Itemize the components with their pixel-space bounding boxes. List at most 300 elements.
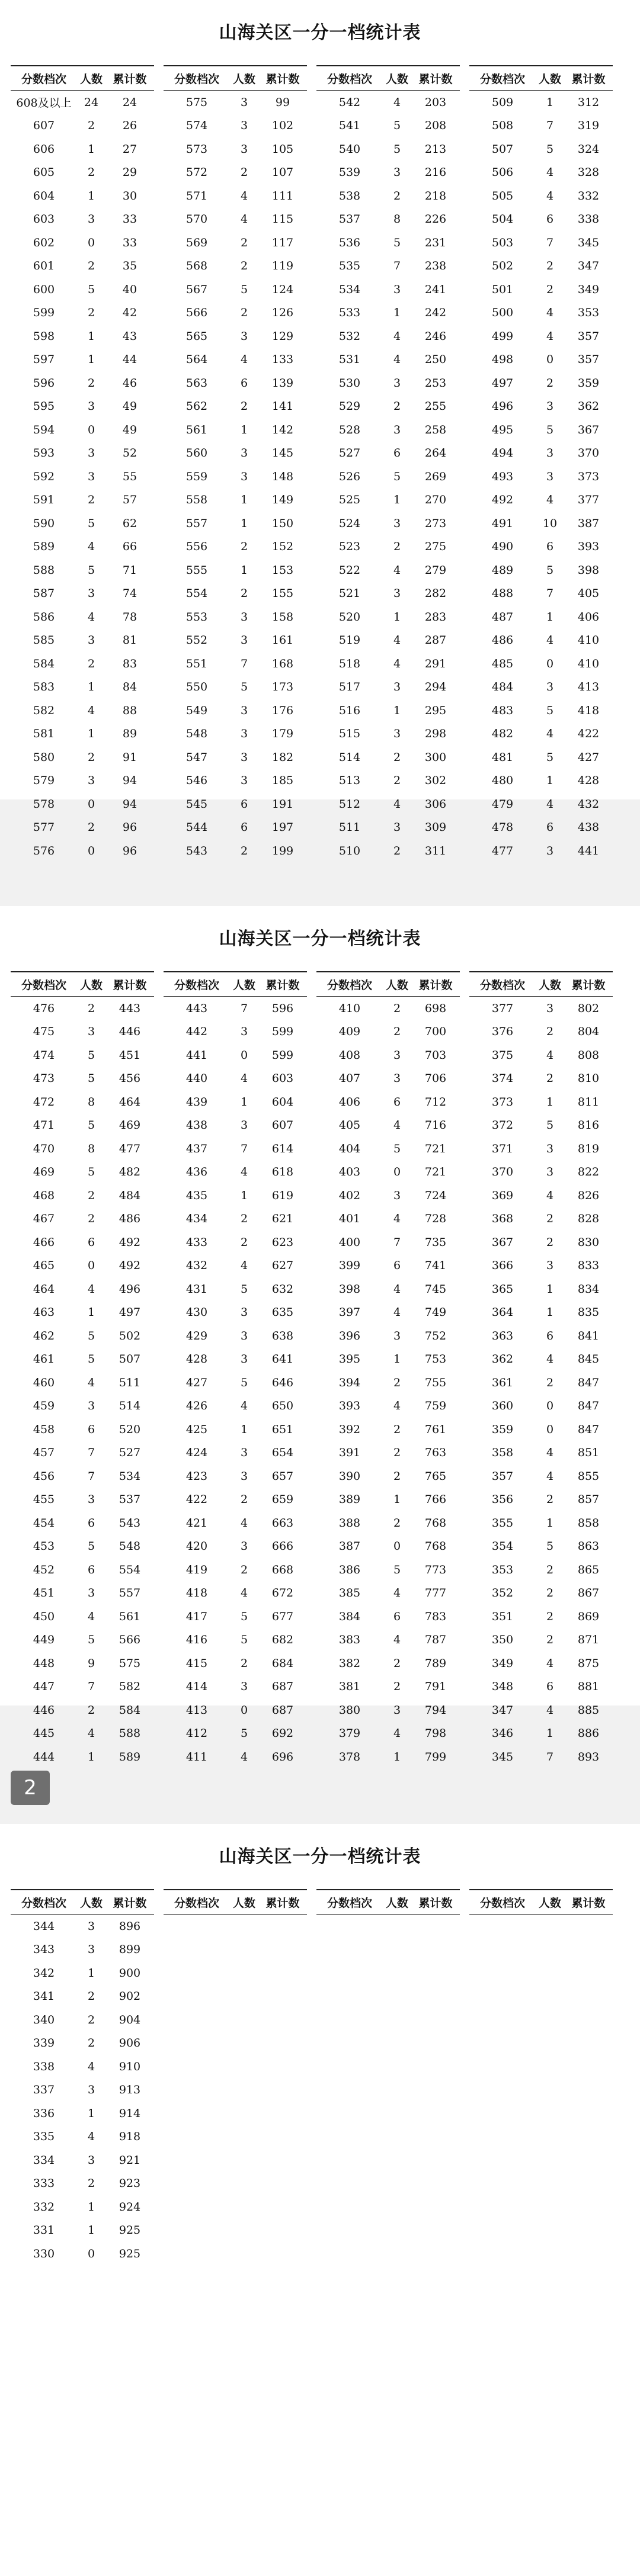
- page-number-badge[interactable]: 2: [11, 1771, 50, 1805]
- header-score: 分数档次: [479, 72, 525, 86]
- cumulative-cell: 456: [119, 1072, 141, 1085]
- score-cell: 572: [185, 166, 208, 179]
- cumulative-cell: 482: [119, 1165, 141, 1179]
- score-cell: 559: [185, 470, 208, 483]
- count-cell: 5: [240, 1376, 248, 1389]
- cumulative-cell: 514: [119, 1399, 141, 1413]
- count-cell: 3: [87, 400, 95, 413]
- table-row: [11, 348, 154, 372]
- score-cell: 362: [491, 1353, 514, 1366]
- score-cell: 469: [33, 1165, 55, 1179]
- score-cell: 337: [33, 2083, 55, 2097]
- count-cell: 6: [87, 1235, 95, 1249]
- count-cell: 4: [240, 1750, 248, 1764]
- cumulative-cell: 582: [119, 1680, 141, 1694]
- count-cell: 2: [546, 259, 554, 273]
- score-cell: 372: [491, 1119, 514, 1132]
- table-row: [11, 512, 154, 535]
- score-cell: 540: [338, 142, 361, 156]
- cumulative-cell: 657: [271, 1469, 294, 1483]
- cumulative-cell: 66: [122, 540, 137, 554]
- table-row: [164, 255, 307, 278]
- score-cell: 523: [338, 540, 361, 554]
- table-row: [316, 1137, 460, 1161]
- count-cell: 6: [240, 821, 248, 834]
- header-cumulative: 累计数: [113, 72, 147, 86]
- score-cell: 351: [491, 1610, 514, 1623]
- table-row: [316, 605, 460, 629]
- table-row: [11, 231, 154, 255]
- cumulative-cell: 269: [424, 470, 447, 483]
- count-cell: 3: [240, 1306, 248, 1319]
- table-row: [316, 699, 460, 722]
- count-cell: 1: [87, 329, 95, 343]
- table-row: [11, 442, 154, 465]
- cumulative-cell: 700: [424, 1025, 447, 1039]
- score-cell: 436: [185, 1165, 208, 1179]
- cumulative-cell: 30: [122, 189, 137, 203]
- score-cell: 452: [33, 1563, 55, 1576]
- cumulative-cell: 666: [271, 1540, 294, 1553]
- cumulative-cell: 484: [119, 1189, 141, 1202]
- table-row: [469, 1722, 613, 1746]
- count-cell: 6: [546, 821, 554, 834]
- table-row: [316, 1348, 460, 1371]
- score-cell: 576: [33, 844, 55, 857]
- count-cell: 1: [87, 680, 95, 694]
- cumulative-cell: 706: [424, 1072, 447, 1085]
- count-cell: 5: [87, 1633, 95, 1647]
- count-cell: 4: [393, 563, 401, 577]
- count-cell: 5: [240, 1727, 248, 1740]
- score-cell: 370: [491, 1165, 514, 1179]
- cumulative-cell: 698: [424, 1001, 447, 1015]
- count-cell: 2: [240, 259, 248, 273]
- score-cell: 554: [185, 587, 208, 600]
- count-cell: 0: [87, 844, 95, 857]
- table-row: [11, 629, 154, 653]
- table-row: [469, 1629, 613, 1652]
- score-cell: 496: [491, 400, 514, 413]
- score-cell: 490: [491, 540, 514, 554]
- table-row: [164, 1488, 307, 1512]
- score-cell: 470: [33, 1142, 55, 1155]
- score-cell: 501: [491, 282, 514, 296]
- score-cell: 587: [33, 587, 55, 600]
- count-cell: 4: [240, 1516, 248, 1530]
- table-row: [469, 371, 613, 395]
- table-row: [11, 2242, 154, 2266]
- count-cell: 5: [240, 1610, 248, 1623]
- table-row: [164, 161, 307, 185]
- count-cell: 4: [546, 1048, 554, 1062]
- cumulative-cell: 338: [577, 213, 600, 226]
- table-row: [469, 255, 613, 278]
- table-row: [316, 255, 460, 278]
- score-cell: 420: [185, 1540, 208, 1553]
- cumulative-cell: 768: [424, 1540, 447, 1553]
- cumulative-cell: 398: [577, 563, 600, 577]
- cumulative-cell: 161: [271, 634, 294, 647]
- count-cell: 0: [546, 657, 554, 670]
- score-cell: 568: [185, 259, 208, 273]
- cumulative-cell: 534: [119, 1469, 141, 1483]
- score-cell: 497: [491, 376, 514, 390]
- score-cell: 424: [185, 1446, 208, 1460]
- score-cell: 340: [33, 2013, 55, 2026]
- cumulative-cell: 696: [271, 1750, 294, 1764]
- table-row: [11, 2032, 154, 2055]
- score-cell: 546: [185, 774, 208, 788]
- table-column-group: [11, 1889, 154, 2266]
- table-row: [164, 722, 307, 746]
- cumulative-cell: 107: [271, 166, 294, 179]
- score-cell: 601: [33, 259, 55, 273]
- table-column-group: [316, 1889, 460, 1915]
- table-row: [11, 1277, 154, 1301]
- score-cell: 603: [33, 213, 55, 226]
- cumulative-cell: 133: [271, 353, 294, 367]
- count-cell: 7: [546, 236, 554, 249]
- score-cell: 402: [338, 1189, 361, 1202]
- cumulative-cell: 566: [119, 1633, 141, 1647]
- count-cell: 24: [84, 95, 99, 109]
- score-cell: 504: [491, 213, 514, 226]
- score-cell: 339: [33, 2037, 55, 2050]
- score-cell: 442: [185, 1025, 208, 1039]
- count-cell: 5: [393, 236, 401, 249]
- cumulative-cell: 502: [119, 1329, 141, 1342]
- cumulative-cell: 724: [424, 1189, 447, 1202]
- score-cell: 390: [338, 1469, 361, 1483]
- header-score: 分数档次: [174, 72, 219, 86]
- table-row: [164, 1231, 307, 1254]
- count-cell: 3: [393, 1189, 401, 1202]
- score-cell: 608及以上: [16, 97, 72, 110]
- count-cell: 2: [546, 1212, 554, 1226]
- score-cell: 505: [491, 189, 514, 203]
- table-row: [11, 605, 154, 629]
- score-cell: 391: [338, 1446, 361, 1460]
- cumulative-cell: 761: [424, 1422, 447, 1436]
- cumulative-cell: 918: [119, 2130, 141, 2144]
- score-cell: 358: [491, 1446, 514, 1460]
- cumulative-cell: 410: [577, 657, 600, 670]
- page-title: 山海关区一分一档统计表: [219, 1846, 421, 1867]
- cumulative-cell: 312: [577, 95, 600, 109]
- score-cell: 486: [491, 634, 514, 647]
- count-cell: 2: [87, 259, 95, 273]
- count-cell: 0: [546, 1399, 554, 1413]
- table-row: [469, 792, 613, 816]
- cumulative-cell: 324: [577, 142, 600, 156]
- table-row: [469, 997, 613, 1020]
- cumulative-cell: 213: [424, 142, 447, 156]
- cumulative-cell: 881: [577, 1680, 600, 1694]
- cumulative-cell: 300: [424, 750, 447, 764]
- table-row: [11, 1745, 154, 1769]
- score-cell: 594: [33, 423, 55, 436]
- score-cell: 415: [185, 1656, 208, 1670]
- table-header-row: [469, 972, 613, 997]
- count-cell: 2: [87, 1703, 95, 1717]
- table-row: [316, 1698, 460, 1722]
- count-cell: 3: [393, 1048, 401, 1062]
- cumulative-cell: 659: [271, 1493, 294, 1507]
- count-cell: 2: [393, 844, 401, 857]
- table-row: [164, 558, 307, 582]
- table-row: [316, 325, 460, 348]
- table-row: [164, 1020, 307, 1044]
- table-row: [164, 746, 307, 769]
- count-cell: 4: [240, 353, 248, 367]
- score-cell: 511: [338, 821, 361, 834]
- cumulative-cell: 753: [424, 1353, 447, 1366]
- score-cell: 563: [185, 376, 208, 390]
- count-cell: 4: [546, 634, 554, 647]
- count-cell: 1: [393, 1750, 401, 1764]
- count-cell: 4: [393, 1306, 401, 1319]
- cumulative-cell: 311: [424, 844, 447, 857]
- score-cell: 357: [491, 1469, 514, 1483]
- cumulative-cell: 298: [424, 727, 447, 741]
- cumulative-cell: 111: [271, 189, 294, 203]
- table-row: [469, 395, 613, 419]
- table-row: [11, 1114, 154, 1138]
- cumulative-cell: 422: [577, 727, 600, 741]
- count-cell: 3: [546, 400, 554, 413]
- cumulative-cell: 527: [119, 1446, 141, 1460]
- table-header-row: [11, 66, 154, 91]
- count-cell: 5: [87, 563, 95, 577]
- header-score: 分数档次: [21, 1896, 66, 1910]
- score-cell: 488: [491, 587, 514, 600]
- cumulative-cell: 826: [577, 1189, 600, 1202]
- score-cell: 394: [338, 1376, 361, 1389]
- score-cell: 382: [338, 1656, 361, 1670]
- count-cell: 3: [240, 95, 248, 109]
- score-cell: 383: [338, 1633, 361, 1647]
- count-cell: 4: [546, 1703, 554, 1717]
- score-cell: 466: [33, 1235, 55, 1249]
- table-row: [164, 1207, 307, 1231]
- cumulative-cell: 119: [271, 259, 294, 273]
- count-cell: 3: [240, 1446, 248, 1460]
- cumulative-cell: 798: [424, 1727, 447, 1740]
- count-cell: 1: [240, 423, 248, 436]
- table-row: [164, 535, 307, 559]
- table-row: [11, 1938, 154, 1962]
- table-row: [316, 465, 460, 489]
- count-cell: 0: [87, 236, 95, 249]
- cumulative-cell: 554: [119, 1563, 141, 1576]
- score-cell: 556: [185, 540, 208, 554]
- count-cell: 3: [546, 1142, 554, 1155]
- table-row: [11, 395, 154, 419]
- score-cell: 425: [185, 1422, 208, 1436]
- table-header-row: [316, 972, 460, 997]
- table-row: [11, 582, 154, 606]
- table-row: [164, 629, 307, 653]
- score-cell: 464: [33, 1282, 55, 1296]
- score-cell: 465: [33, 1259, 55, 1273]
- score-cell: 461: [33, 1353, 55, 1366]
- table-row: [11, 1137, 154, 1161]
- count-cell: 3: [240, 470, 248, 483]
- cumulative-cell: 168: [271, 657, 294, 670]
- count-cell: 3: [240, 1680, 248, 1694]
- cumulative-cell: 783: [424, 1610, 447, 1623]
- score-cell: 472: [33, 1095, 55, 1109]
- cumulative-cell: 650: [271, 1399, 294, 1413]
- score-cell: 423: [185, 1469, 208, 1483]
- cumulative-cell: 835: [577, 1306, 600, 1319]
- score-cell: 401: [338, 1212, 361, 1226]
- score-cell: 457: [33, 1446, 55, 1460]
- table-row: [164, 325, 307, 348]
- count-cell: 5: [393, 142, 401, 156]
- table-row: [11, 2148, 154, 2172]
- score-cell: 348: [491, 1680, 514, 1694]
- cumulative-cell: 759: [424, 1399, 447, 1413]
- cumulative-cell: 548: [119, 1540, 141, 1553]
- count-cell: 2: [87, 493, 95, 507]
- cumulative-cell: 96: [122, 821, 137, 834]
- table-row: [469, 465, 613, 489]
- table-column-group: [164, 971, 307, 1769]
- score-cell: 593: [33, 447, 55, 460]
- score-cell: 489: [491, 563, 514, 577]
- table-row: [11, 1371, 154, 1395]
- cumulative-cell: 875: [577, 1656, 600, 1670]
- table-row: [469, 208, 613, 232]
- score-cell: 574: [185, 119, 208, 133]
- count-cell: 4: [393, 657, 401, 670]
- table-row: [469, 1395, 613, 1418]
- score-cell: 381: [338, 1680, 361, 1694]
- cumulative-cell: 845: [577, 1353, 600, 1366]
- table-row: [164, 1371, 307, 1395]
- page-title: 山海关区一分一档统计表: [219, 23, 421, 43]
- table-row: [469, 1324, 613, 1348]
- count-cell: 2: [546, 1563, 554, 1576]
- count-cell: 2: [546, 1072, 554, 1085]
- score-cell: 520: [338, 610, 361, 624]
- cumulative-cell: 900: [119, 1966, 141, 1980]
- table-column-group: [316, 971, 460, 1769]
- score-cell: 547: [185, 750, 208, 764]
- header-score: 分数档次: [479, 978, 525, 992]
- table-row: [469, 114, 613, 138]
- table-row: [164, 1277, 307, 1301]
- count-cell: 2: [87, 2037, 95, 2050]
- cumulative-cell: 432: [577, 797, 600, 811]
- table-row: [316, 348, 460, 372]
- count-cell: 3: [546, 447, 554, 460]
- score-cell: 575: [185, 95, 208, 109]
- count-cell: 3: [240, 1353, 248, 1366]
- cumulative-cell: 208: [424, 119, 447, 133]
- count-cell: 3: [240, 610, 248, 624]
- count-cell: 1: [87, 727, 95, 741]
- cumulative-cell: 191: [271, 797, 294, 811]
- cumulative-cell: 507: [119, 1353, 141, 1366]
- score-cell: 458: [33, 1422, 55, 1436]
- table-row: [11, 2172, 154, 2196]
- table-row: [11, 2219, 154, 2243]
- table-row: [11, 2008, 154, 2032]
- header-cumulative: 累计数: [571, 1896, 606, 1910]
- score-cell: 583: [33, 680, 55, 694]
- table-row: [164, 489, 307, 512]
- score-cell: 534: [338, 282, 361, 296]
- score-cell: 443: [185, 1001, 208, 1015]
- count-cell: 4: [87, 1376, 95, 1389]
- cumulative-cell: 428: [577, 774, 600, 788]
- table-row: [316, 769, 460, 793]
- count-cell: 4: [393, 1399, 401, 1413]
- count-cell: 4: [393, 95, 401, 109]
- table-row: [469, 1348, 613, 1371]
- count-cell: 4: [393, 329, 401, 343]
- cumulative-cell: 185: [271, 774, 294, 788]
- score-cell: 400: [338, 1235, 361, 1249]
- cumulative-cell: 638: [271, 1329, 294, 1342]
- cumulative-cell: 651: [271, 1422, 294, 1436]
- count-cell: 3: [393, 1703, 401, 1717]
- count-cell: 5: [87, 1072, 95, 1085]
- table-row: [11, 1395, 154, 1418]
- table-row: [316, 676, 460, 699]
- header-cumulative: 累计数: [265, 1896, 300, 1910]
- cumulative-cell: 728: [424, 1212, 447, 1226]
- cumulative-cell: 377: [577, 493, 600, 507]
- count-cell: 8: [87, 1095, 95, 1109]
- score-cell: 388: [338, 1516, 361, 1530]
- score-cell: 475: [33, 1025, 55, 1039]
- cumulative-cell: 99: [275, 95, 290, 109]
- header-cumulative: 累计数: [418, 978, 453, 992]
- table-column-group: [11, 971, 154, 1769]
- cumulative-cell: 745: [424, 1282, 447, 1296]
- count-cell: 3: [87, 2083, 95, 2097]
- count-cell: 4: [240, 1165, 248, 1179]
- table-row: [11, 722, 154, 746]
- cumulative-cell: 83: [122, 657, 137, 670]
- cumulative-cell: 921: [119, 2153, 141, 2167]
- table-row: [11, 1184, 154, 1207]
- count-cell: 1: [87, 1966, 95, 1980]
- count-cell: 2: [240, 236, 248, 249]
- count-cell: 3: [393, 1329, 401, 1342]
- score-cell: 478: [491, 821, 514, 834]
- table-header-row: [164, 1890, 307, 1915]
- score-cell: 526: [338, 470, 361, 483]
- count-cell: 5: [87, 516, 95, 530]
- table-row: [11, 699, 154, 722]
- cumulative-cell: 716: [424, 1119, 447, 1132]
- table-row: [11, 1535, 154, 1559]
- cumulative-cell: 33: [122, 236, 137, 249]
- count-cell: 1: [393, 1353, 401, 1366]
- count-cell: 0: [87, 423, 95, 436]
- count-cell: 1: [240, 493, 248, 507]
- score-cell: 494: [491, 447, 514, 460]
- count-cell: 4: [546, 166, 554, 179]
- count-cell: 3: [87, 213, 95, 226]
- cumulative-cell: 858: [577, 1516, 600, 1530]
- score-cell: 564: [185, 353, 208, 367]
